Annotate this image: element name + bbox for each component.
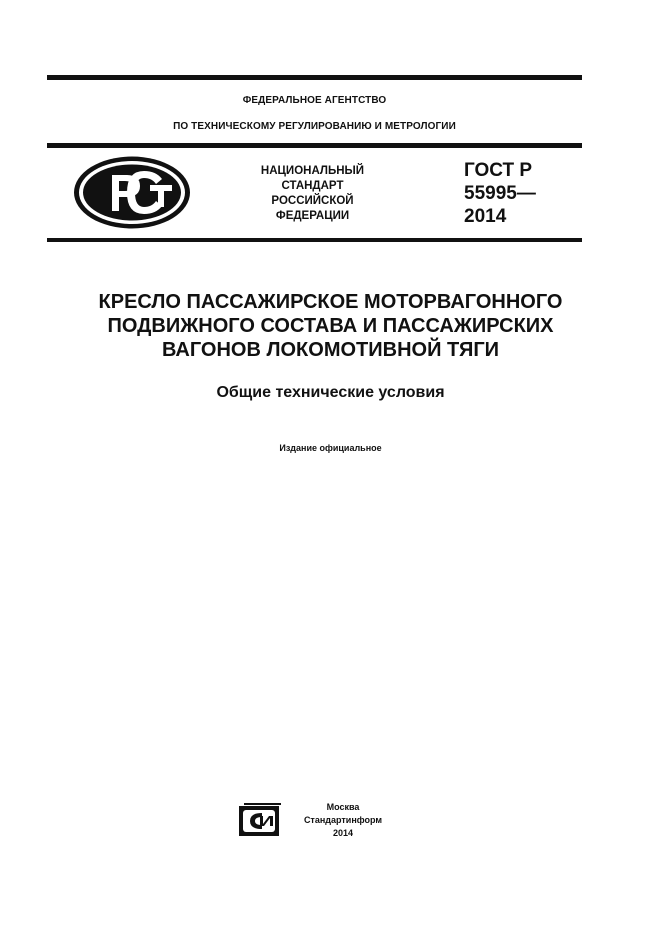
standartinform-logo-icon: [238, 802, 284, 838]
header-rule: [47, 143, 582, 148]
imprint-year: 2014: [332, 828, 354, 838]
top-rule: [47, 75, 582, 80]
agency-line-1: ФЕДЕРАЛЬНОЕ АГЕНТСТВО: [242, 95, 387, 106]
header-bottom-rule: [47, 238, 582, 242]
gost-line: 55995—: [464, 183, 536, 204]
title-line: ВАГОНОВ ЛОКОМОТИВНОЙ ТЯГИ: [161, 339, 500, 361]
gost-line: 2014: [464, 206, 507, 227]
imprint-city: Москва: [326, 802, 360, 812]
rst-logo-icon: [72, 155, 192, 230]
document-subtitle: Общие технические условия: [216, 384, 445, 401]
title-line: КРЕСЛО ПАССАЖИРСКОЕ МОТОРВАГОННОГО: [98, 291, 563, 313]
document-title: [20, 290, 641, 362]
national-standard-line: ФЕДЕРАЦИИ: [275, 210, 350, 222]
agency-line-2: ПО ТЕХНИЧЕСКОМУ РЕГУЛИРОВАНИЮ И МЕТРОЛОГИИ: [173, 121, 456, 132]
national-standard-line: РОССИЙСКОЙ: [271, 195, 354, 207]
imprint-publisher: Стандартинформ: [303, 815, 383, 825]
imprint: [291, 801, 395, 840]
gost-number: [464, 159, 536, 228]
title-line: ПОДВИЖНОГО СОСТАВА И ПАССАЖИРСКИХ: [107, 315, 554, 337]
national-standard-label: [240, 164, 385, 224]
edition-label: Издание официальное: [279, 443, 382, 453]
national-standard-line: СТАНДАРТ: [281, 180, 344, 192]
national-standard-line: НАЦИОНАЛЬНЫЙ: [260, 165, 365, 177]
gost-line: ГОСТ Р: [464, 160, 533, 181]
